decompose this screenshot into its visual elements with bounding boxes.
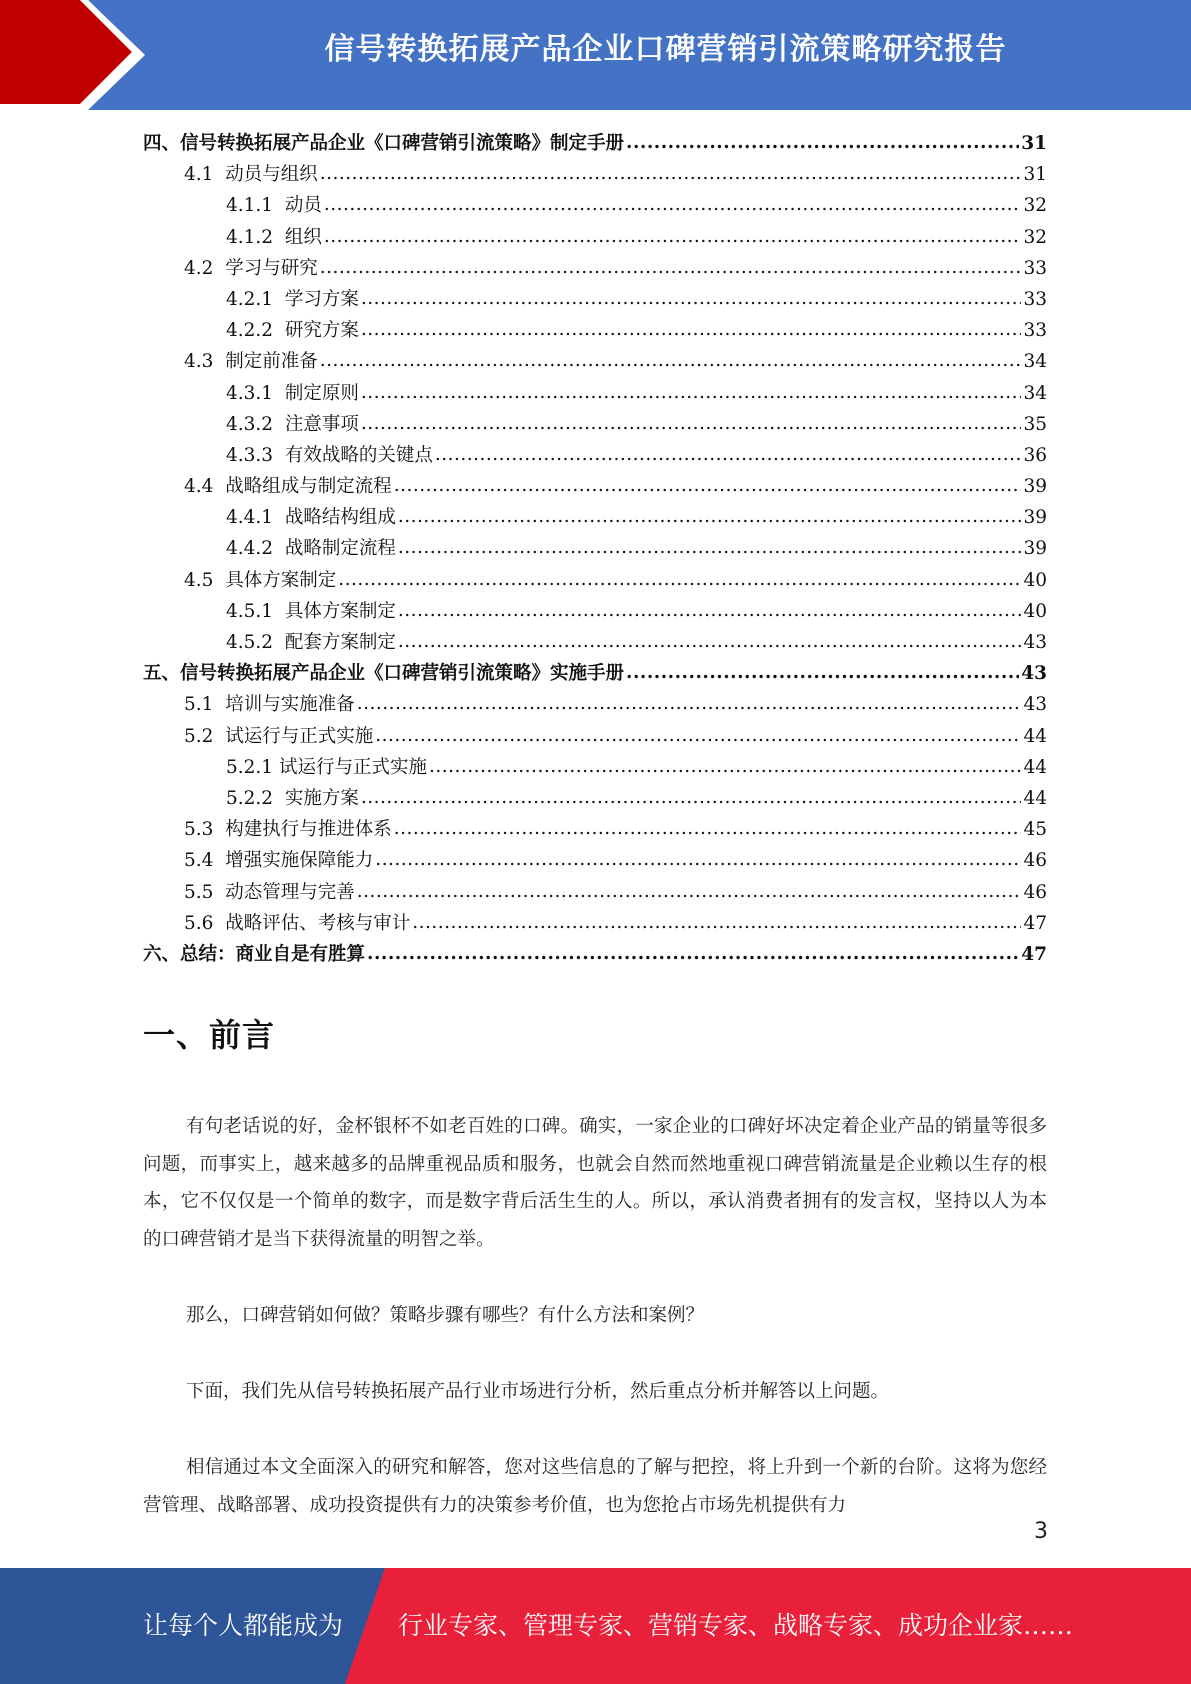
toc-entry-title: 战略评估、考核与审计 <box>225 912 411 934</box>
toc-entry[interactable] <box>143 346 1047 377</box>
footer-slogan-right: 行业专家、管理专家、营销专家、战略专家、成功企业家…… <box>398 1611 1074 1640</box>
toc-entry[interactable] <box>143 253 1047 284</box>
toc-entry-title: 战略结构组成 <box>284 507 396 529</box>
toc-entry-number: 4.3.2 <box>226 413 285 435</box>
toc-entry-page: 32 <box>1023 195 1047 217</box>
toc-dot-leader <box>361 377 1022 408</box>
toc-dot-leader <box>394 470 1022 501</box>
toc-entry-title: 配套方案制定 <box>284 632 396 653</box>
toc-entry-page: 31 <box>1021 133 1047 154</box>
toc-entry-number: 5.2 <box>184 725 226 747</box>
toc-entry-number: 4.2.2 <box>226 320 285 342</box>
toc-entry-number: 5.4 <box>184 850 226 872</box>
toc-entry-number: 5.6 <box>184 912 226 934</box>
toc-entry[interactable] <box>143 752 1047 783</box>
toc-entry-number: 4.5.2 <box>226 632 285 653</box>
toc-dot-leader <box>357 876 1022 907</box>
toc-entry-page: 46 <box>1023 881 1047 903</box>
toc-dot-leader <box>361 283 1022 314</box>
toc-entry-title: 具体方案制定 <box>284 600 396 622</box>
toc-entry-title: 有效战略的关键点 <box>284 444 433 466</box>
toc-entry-number: 4.5.1 <box>226 600 285 622</box>
toc-dot-leader <box>626 657 1019 688</box>
toc-entry-title: 培训与实施准备 <box>225 694 355 716</box>
toc-entry-number: 4.1.1 <box>226 195 285 217</box>
toc-entry[interactable] <box>143 721 1047 752</box>
toc-entry[interactable] <box>143 565 1047 596</box>
toc-entry-title: 战略组成与制定流程 <box>225 476 392 498</box>
toc-entry-title: 试运行与正式实施 <box>278 756 427 778</box>
toc-entry-page: 36 <box>1023 444 1047 466</box>
toc-entry-page: 44 <box>1023 787 1047 809</box>
paragraph-2: 那么，口碑营销如何做？策略步骤有哪些？有什么方法和案例？ <box>186 1305 705 1326</box>
toc-entry[interactable] <box>143 845 1047 876</box>
toc-entry[interactable] <box>143 596 1047 627</box>
toc-entry-title: 构建执行与推进体系 <box>225 819 392 841</box>
toc-entry[interactable] <box>143 814 1047 845</box>
toc-entry-page: 34 <box>1023 382 1047 404</box>
toc-dot-leader <box>361 314 1022 345</box>
toc-entry-number: 5.1 <box>184 694 226 716</box>
toc-entry-title: 研究方案 <box>284 320 359 342</box>
toc-entry[interactable] <box>143 284 1047 315</box>
header-red-arrow <box>0 0 160 110</box>
toc-entry-page: 32 <box>1023 226 1047 248</box>
toc-entry-page: 40 <box>1023 569 1047 591</box>
toc-entry-page: 31 <box>1023 164 1047 186</box>
toc-entry-title: 动员 <box>284 195 322 217</box>
toc-entry-page: 39 <box>1023 507 1047 529</box>
toc-entry[interactable] <box>143 128 1047 159</box>
toc-dot-leader <box>398 532 1022 563</box>
toc-dot-leader <box>626 127 1019 158</box>
toc-entry-page: 39 <box>1023 538 1047 560</box>
toc-entry[interactable] <box>143 471 1047 502</box>
toc-entry-title: 学习与研究 <box>225 257 318 279</box>
toc-entry-number: 六、 <box>143 943 181 965</box>
toc-entry[interactable] <box>143 409 1047 440</box>
toc-entry-number: 4.5 <box>184 569 226 591</box>
toc-dot-leader <box>361 782 1022 813</box>
toc-entry[interactable] <box>143 689 1047 720</box>
table-of-contents <box>143 128 1047 970</box>
toc-entry-page: 39 <box>1023 476 1047 498</box>
toc-entry[interactable] <box>143 440 1047 471</box>
report-title: 信号转换拓展产品企业口碑营销引流策略研究报告 <box>324 32 1007 67</box>
toc-dot-leader <box>375 844 1021 875</box>
toc-entry[interactable] <box>143 222 1047 253</box>
toc-entry[interactable] <box>143 627 1047 658</box>
toc-entry[interactable] <box>143 658 1047 689</box>
toc-entry-page: 43 <box>1021 663 1047 685</box>
toc-dot-leader <box>375 720 1021 751</box>
toc-dot-leader <box>357 688 1022 719</box>
toc-entry-number: 五、 <box>143 663 181 685</box>
paragraph-1: 有句老话说的好，金杯银杯不如老百姓的口碑。确实，一家企业的口碑好坏决定着企业产品的销量等很多问题，而事实上，越来越多的品牌重视品质和服务，也就会自然而然地重视口碑营销流量是企业赖以生存的根本，它不仅仅是一个简单的数字，而是数字背后活生生的人。所以，承认消费者拥有的发言权，坚持以人为本的口碑营销才是当下获得流量的明智之举。 <box>143 1116 1047 1250</box>
toc-dot-leader <box>435 439 1022 470</box>
toc-dot-leader <box>429 751 1021 782</box>
toc-dot-leader <box>398 595 1022 626</box>
toc-entry-title: 注意事项 <box>284 413 359 435</box>
toc-entry-title: 实施方案 <box>284 787 359 809</box>
toc-entry-page: 47 <box>1023 912 1047 934</box>
toc-entry-title: 制定原则 <box>284 382 359 404</box>
toc-entry-number: 5.2.1 <box>226 756 279 778</box>
toc-entry[interactable] <box>143 190 1047 221</box>
toc-entry-number: 4.3.1 <box>226 382 285 404</box>
paragraph-3: 下面，我们先从信号转换拓展产品行业市场进行分析，然后重点分析并解答以上问题。 <box>186 1381 890 1402</box>
toc-entry-page: 43 <box>1023 694 1047 716</box>
section-heading: 一、前言 <box>143 1016 276 1054</box>
toc-entry-title: 战略制定流程 <box>284 538 396 560</box>
toc-dot-leader <box>320 252 1022 283</box>
toc-dot-leader <box>361 408 1022 439</box>
toc-entry-number: 5.3 <box>184 819 226 841</box>
toc-entry-number: 4.3 <box>184 351 226 373</box>
toc-entry-number: 4.4.1 <box>226 507 285 529</box>
toc-dot-leader <box>324 189 1022 220</box>
toc-entry-title: 动员与组织 <box>225 164 318 186</box>
toc-entry-page: 43 <box>1023 632 1047 653</box>
toc-entry-number: 4.2.1 <box>226 288 285 310</box>
toc-entry[interactable] <box>143 315 1047 346</box>
toc-entry-title: 具体方案制定 <box>225 569 337 591</box>
toc-dot-leader <box>412 907 1021 938</box>
toc-entry-page: 35 <box>1023 413 1047 435</box>
page-footer <box>0 1568 1191 1684</box>
toc-entry[interactable] <box>143 378 1047 409</box>
toc-entry-title: 信号转换拓展产品企业《口碑营销引流策略》实施手册 <box>180 663 625 685</box>
toc-entry[interactable] <box>143 159 1047 190</box>
toc-entry-title: 组织 <box>284 226 322 248</box>
toc-dot-leader <box>398 501 1022 532</box>
toc-entry[interactable] <box>143 502 1047 533</box>
toc-entry-number: 四、 <box>143 133 181 154</box>
toc-dot-leader <box>320 158 1022 189</box>
toc-entry-page: 40 <box>1023 600 1047 622</box>
toc-entry[interactable] <box>143 939 1047 970</box>
footer-slogan-left: 让每个人都能成为 <box>143 1611 344 1640</box>
page-number: 3 <box>1034 1519 1048 1544</box>
toc-entry-number: 4.4 <box>184 476 226 498</box>
toc-entry-page: 33 <box>1023 320 1047 342</box>
toc-entry[interactable] <box>143 783 1047 814</box>
toc-entry-number: 5.2.2 <box>226 787 285 809</box>
toc-entry-number: 4.1.2 <box>226 226 285 248</box>
toc-dot-leader <box>324 221 1022 252</box>
page-header <box>0 0 1191 110</box>
toc-entry-page: 34 <box>1023 351 1047 373</box>
toc-entry-number: 4.2 <box>184 257 226 279</box>
toc-entry-page: 44 <box>1023 756 1047 778</box>
toc-entry-page: 33 <box>1023 257 1047 279</box>
toc-entry[interactable] <box>143 877 1047 908</box>
toc-entry-page: 44 <box>1023 725 1047 747</box>
toc-entry-number: 4.4.2 <box>226 538 285 560</box>
toc-entry-number: 4.1 <box>184 164 226 186</box>
toc-entry[interactable] <box>143 908 1047 939</box>
toc-entry-title: 增强实施保障能力 <box>225 850 374 872</box>
toc-dot-leader <box>338 564 1021 595</box>
paragraph-4: 相信通过本文全面深入的研究和解答，您对这些信息的了解与把控，将上升到一个新的台阶。这将为您经营管理、战略部署、成功投资提供有力的决策参考价值，也为您抢占市场先机提供有力 <box>143 1457 1047 1516</box>
toc-entry-title: 学习方案 <box>284 288 359 310</box>
toc-entry-page: 47 <box>1021 943 1047 965</box>
toc-entry-page: 33 <box>1023 288 1047 310</box>
toc-entry[interactable] <box>143 533 1047 564</box>
toc-entry-page: 46 <box>1023 850 1047 872</box>
toc-entry-title: 信号转换拓展产品企业《口碑营销引流策略》制定手册 <box>180 133 625 154</box>
toc-dot-leader <box>320 345 1022 376</box>
toc-entry-number: 4.3.3 <box>226 444 285 466</box>
toc-dot-leader <box>394 813 1022 844</box>
toc-dot-leader <box>367 938 1019 969</box>
toc-dot-leader <box>398 626 1022 657</box>
toc-entry-title: 试运行与正式实施 <box>225 725 374 747</box>
toc-entry-title: 总结：商业自是有胜算 <box>180 943 366 965</box>
toc-entry-title: 动态管理与完善 <box>225 881 355 903</box>
toc-entry-title: 制定前准备 <box>225 351 318 373</box>
toc-entry-number: 5.5 <box>184 881 226 903</box>
toc-entry-page: 45 <box>1023 819 1047 841</box>
